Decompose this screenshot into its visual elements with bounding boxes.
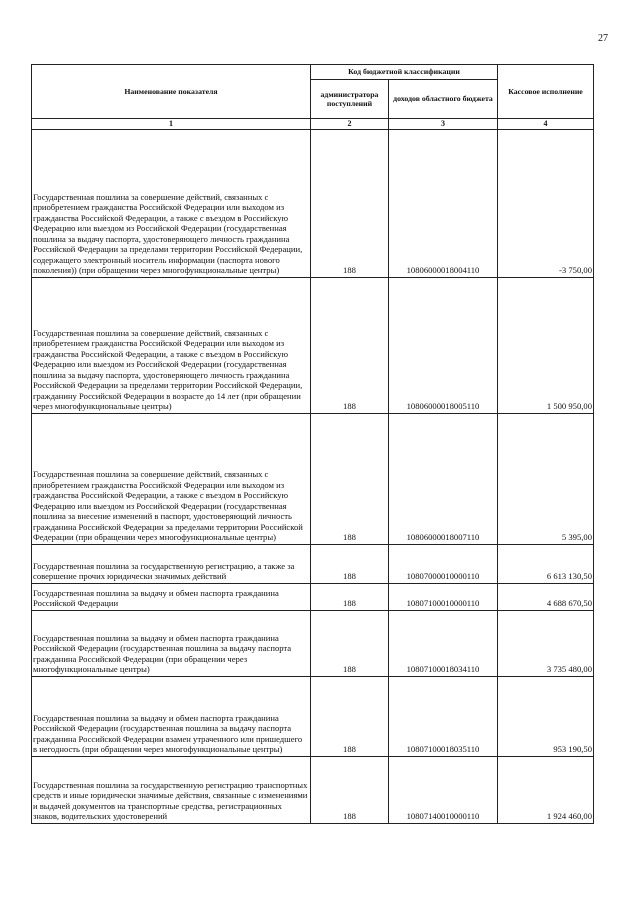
- row-revenue-code: 10806000018004110: [389, 129, 498, 277]
- row-amount: 6 613 130,50: [498, 544, 594, 583]
- row-amount: 5 395,00: [498, 413, 594, 544]
- row-name: Государственная пошлина за совершение действий, связанных с приобретением гражданства Российской Федерации или выходом из гражданства Российской Федерации, а также с въездом в Российскую Федерацию или выездом из Российской Федерации (государственная пошлина за выдачу паспорта, удостоверяющего личность гражданина Российской Федерации за пределами территории Российской Федерации, гражданину Российской Федерации в возрасте до 14 лет (при обращении через многофункциональные центры): [32, 277, 311, 413]
- row-amount: 3 735 480,00: [498, 610, 594, 676]
- page-number: 27: [598, 33, 608, 44]
- row-amount: 4 688 670,50: [498, 583, 594, 610]
- row-amount: 953 190,50: [498, 676, 594, 756]
- row-admin-code: 188: [311, 413, 389, 544]
- table-row: [32, 610, 594, 676]
- table-row: [32, 544, 594, 583]
- header-administrator: администратора поступлений: [311, 80, 389, 119]
- row-admin-code: 188: [311, 676, 389, 756]
- row-revenue-code: 10806000018007110: [389, 413, 498, 544]
- header-revenue: доходов областного бюджета: [389, 80, 498, 119]
- header-col-number: 1: [32, 119, 311, 130]
- header-execution: Кассовое исполнение: [498, 65, 594, 119]
- row-admin-code: 188: [311, 277, 389, 413]
- row-name: Государственная пошлина за совершение действий, связанных с приобретением гражданства Российской Федерации или выходом из гражданства Российской Федерации, а также с въездом в Российскую Федерацию или выездом из Российской Федерации (государственная пошлина за выдачу паспорта, удостоверяющего личность гражданина Российской Федерации за пределами территории Российской Федерации, содержащего электронный носитель информации (паспорта нового поколения)) (при обращении через многофункциональные центры): [32, 129, 311, 277]
- row-admin-code: 188: [311, 129, 389, 277]
- table-row: [32, 756, 594, 823]
- row-name: Государственная пошлина за государственную регистрацию транспортных средств и иные юридически значимые действия, связанные с изменениями и выдачей документов на транспортные средства, регистрационных знаков, водительских удостоверений: [32, 756, 311, 823]
- row-revenue-code: 10807100018034110: [389, 610, 498, 676]
- row-name: Государственная пошлина за выдачу и обмен паспорта гражданина Российской Федерации: [32, 583, 311, 610]
- header-col-number: 3: [389, 119, 498, 130]
- row-admin-code: 188: [311, 756, 389, 823]
- header-col-number: 4: [498, 119, 594, 130]
- row-name: Государственная пошлина за выдачу и обмен паспорта гражданина Российской Федерации (государственная пошлина за выдачу паспорта гражданина Российской Федерации взамен утраченного или пришедшего в негодность (при обращении через многофункциональные центры): [32, 676, 311, 756]
- table-row: [32, 583, 594, 610]
- row-amount: 1 924 460,00: [498, 756, 594, 823]
- row-revenue-code: 10807100010000110: [389, 583, 498, 610]
- row-admin-code: 188: [311, 583, 389, 610]
- table-row: [32, 277, 594, 413]
- row-admin-code: 188: [311, 610, 389, 676]
- row-revenue-code: 10807000010000110: [389, 544, 498, 583]
- row-revenue-code: 10807140010000110: [389, 756, 498, 823]
- table-row: [32, 413, 594, 544]
- row-name: Государственная пошлина за совершение действий, связанных с приобретением гражданства Российской Федерации или выходом из гражданства Российской Федерации, а также с въездом в Российскую Федерацию или выездом из Российской Федерации (государственная пошлина за внесение изменений в паспорт, удостоверяющий личность гражданина Российской Федерации за пределами территории Российской Федерации (при обращении через многофункциональные центры): [32, 413, 311, 544]
- row-amount: -3 750,00: [498, 129, 594, 277]
- row-name: Государственная пошлина за выдачу и обмен паспорта гражданина Российской Федерации (государственная пошлина за выдачу паспорта гражданина Российской Федерации (при обращении через многофункциональные центры): [32, 610, 311, 676]
- row-admin-code: 188: [311, 544, 389, 583]
- row-name: Государственная пошлина за государственную регистрацию, а также за совершение прочих юридически значимых действий: [32, 544, 311, 583]
- table-row: [32, 129, 594, 277]
- header-bcc-group: Код бюджетной классификации: [311, 65, 498, 80]
- row-revenue-code: 10807100018035110: [389, 676, 498, 756]
- table-row: [32, 676, 594, 756]
- header-indicator-name: Наименование показателя: [32, 65, 311, 119]
- budget-execution-table: [31, 64, 594, 824]
- header-col-number: 2: [311, 119, 389, 130]
- row-revenue-code: 10806000018005110: [389, 277, 498, 413]
- row-amount: 1 500 950,00: [498, 277, 594, 413]
